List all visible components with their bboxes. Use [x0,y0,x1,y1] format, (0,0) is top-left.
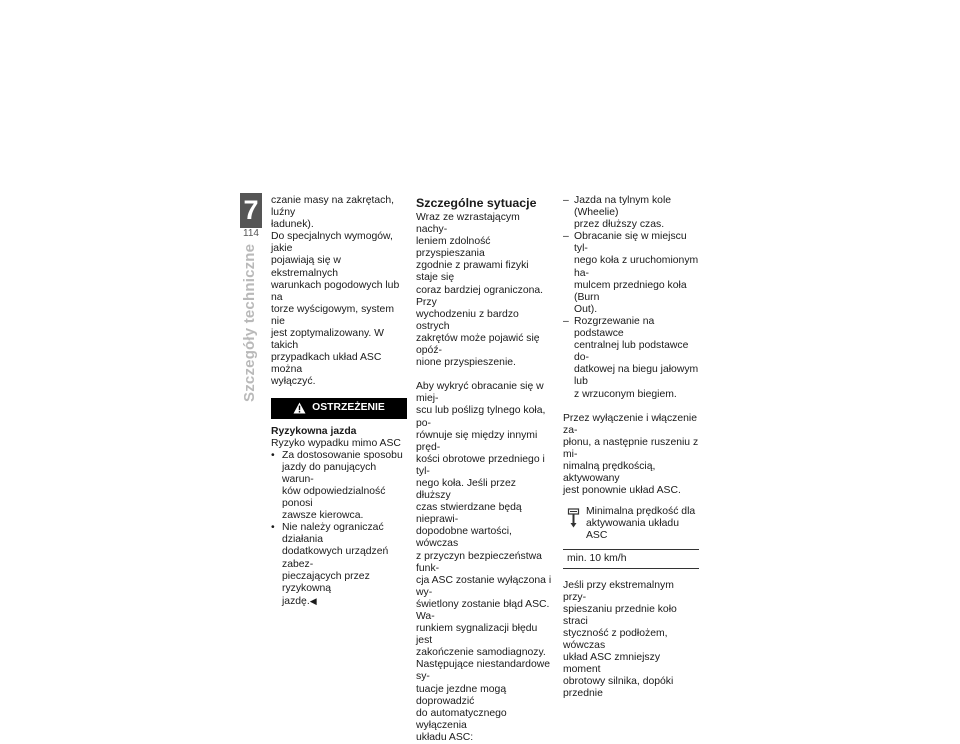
column-2 [416,195,552,744]
chapter-number-tab: 7 [240,193,262,228]
column-1 [271,195,407,608]
risk-heading: Ryzykowna jazda [271,425,357,437]
spec-header [563,503,699,549]
list-item: – Obracanie się w miejscu tyl- nego koła z uruchomionym ha- mulcem przedniego koła (Burn Out). [563,231,699,316]
warning-triangle-icon [293,402,306,414]
chapter-side-title: Szczegóły techniczne [241,243,258,402]
wrench-icon [567,508,580,528]
paragraph: Przez wyłączenie i włączenie za- płonu, a następnie ruszeniu z mi- nimalną prędkością, aktywowany jest ponownie układ ASC. [563,412,699,497]
risk-text: Ryzyko wypadku mimo ASC [271,437,401,449]
paragraph: Aby wykryć obracanie się w miej- scu lub poślizg tylnego koła, po- równuje się między innymi pręd- kości obrotowe przedniego i tyl- nego koła. Jeśli przez dłuższy czas stwierdzane będą nieprawi- dopodobne wartości, wówczas z przyczyn bezpieczeństwa funk- cja ASC zostanie wyłączona i wy- świetlony zostanie błąd ASC. Wa- runkiem sygnalizacji błędu jest zakończenie samodiagnozy. [416,381,552,659]
list-item: • Nie należy ograniczać działania dodatkowych urządzeń zabez- pieczających przez ryzykowną jazdę.◀ [271,522,407,608]
list-item: • Za dostosowanie sposobu jazdy do panujących warun- ków odpowiedzialność ponosi zawsze kierowca. [271,450,407,523]
page-number: 114 [243,228,259,239]
paragraph: Następujące niestandardowe sy- tuacje jezdne mogą doprowadzić do automatycznego wyłączenia układu ASC: [416,659,551,743]
paragraph: Wraz ze wzrastającym nachy- leniem zdolność przyspieszania zgodnie z prawami fizyki staje się coraz bardziej ograniczona. Przy wychodzeniu z bardzo ostrych zakrętów może pojawić się opóź- nione przyspieszenie. [416,212,544,369]
spec-value: min. 10 km/h [563,550,699,569]
list-item: – Jazda na tylnym kole (Wheelie) przez dłuższy czas. [563,195,699,231]
paragraph: Jeśli przy ekstremalnym przy- spieszaniu przednie koło straci styczność z podłożem, wówczas układ ASC zmniejszy moment obrotowy silnika, dopóki przednie [563,579,677,700]
warning-banner [271,398,407,419]
bullet-list [271,450,407,608]
list-item: – Rozgrzewanie na podstawce centralnej lub podstawce do- datkowej na biegu jałowym lub z wrzuconym biegiem. [563,316,699,401]
section-heading: Szczególne sytuacje [416,196,537,210]
dash-list [563,195,699,401]
spec-table [563,503,699,568]
intro-paragraph: czanie masy na zakrętach, luźny ładunek). Do specjalnych wymogów, jakie pojawiają się w ekstremalnych warunkach pogodowych lub na torze wyścigowym, system nie jest zoptymalizowany. W takich przypadkach układ ASC można wyłączyć. [271,195,400,388]
spec-label: Minimalna prędkość dla aktywowania układu ASC [586,506,696,542]
end-mark-icon: ◀ [309,595,317,606]
warning-label: OSTRZEŻENIE [312,401,385,413]
column-3 [563,195,699,701]
